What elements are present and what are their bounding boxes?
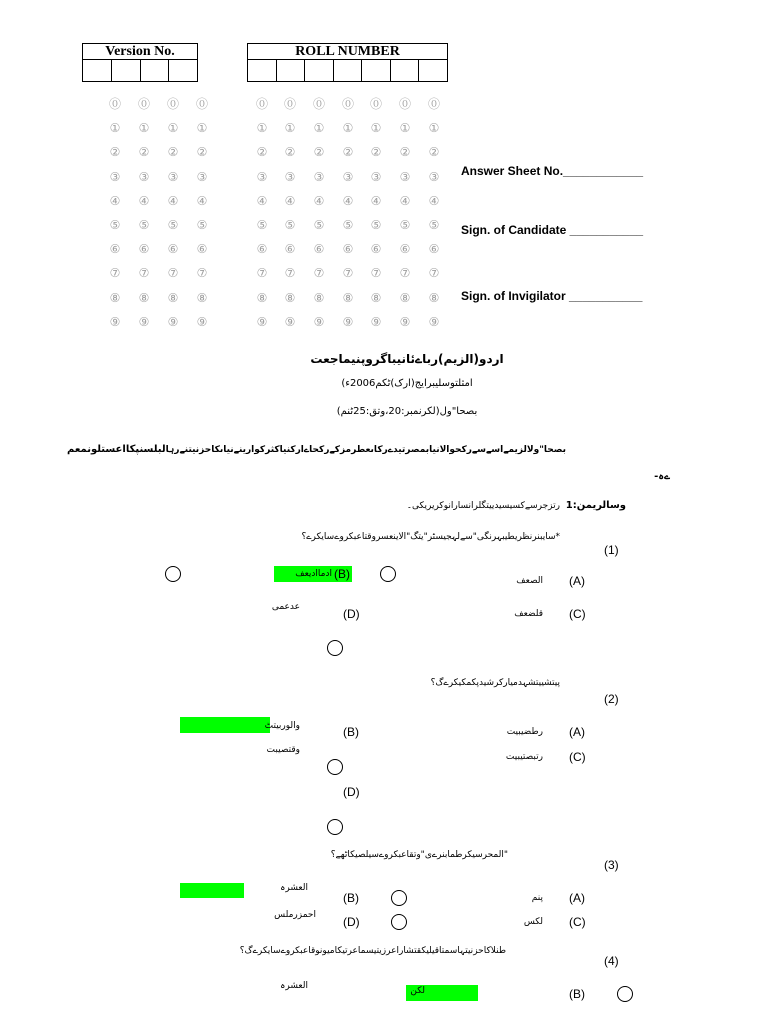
question-4-text: طنلاکاحزنیتہاسمتاقیلیکقتشاراعرزیتیسماعرتیکامیونوقاعبکروےسایکرےگ؟ bbox=[239, 946, 506, 956]
roll-digit-bubble[interactable]: ② bbox=[428, 145, 440, 160]
selected-answer-highlight bbox=[180, 883, 244, 898]
version-digit-bubble[interactable]: ① bbox=[109, 121, 121, 136]
q2-option-b-label: (B) bbox=[343, 725, 359, 739]
version-digit-bubble[interactable]: ⑤ bbox=[138, 218, 150, 232]
roll-digit-bubble[interactable]: ③ bbox=[284, 169, 296, 184]
roll-digit-bubble[interactable]: ④ bbox=[313, 193, 325, 208]
roll-digit-bubble[interactable]: ① bbox=[284, 121, 296, 136]
roll-digit-bubble[interactable]: ⑥ bbox=[342, 242, 354, 257]
roll-digit-bubble[interactable]: ② bbox=[256, 145, 268, 160]
version-number-box bbox=[82, 43, 198, 82]
version-digit-bubble[interactable]: ③ bbox=[196, 169, 208, 184]
q2-option-d-label: (D) bbox=[343, 785, 360, 799]
version-digit-bubble[interactable]: ⑧ bbox=[109, 290, 121, 305]
version-digit-bubble[interactable]: ③ bbox=[167, 169, 179, 184]
version-entry-cell[interactable] bbox=[169, 60, 197, 82]
roll-digit-bubble[interactable]: ④ bbox=[399, 193, 411, 208]
q2-option-c-label: (C) bbox=[569, 750, 586, 764]
roll-digit-bubble[interactable]: ⓪ bbox=[398, 97, 411, 111]
q1-option-c-label: (C) bbox=[569, 607, 586, 621]
version-digit-bubble[interactable]: ⑨ bbox=[167, 314, 179, 329]
version-digit-bubble[interactable]: ④ bbox=[109, 193, 121, 208]
version-digit-bubble[interactable]: ⑦ bbox=[196, 266, 208, 281]
roll-digit-bubble[interactable]: ⑦ bbox=[370, 266, 382, 281]
paper-part: بصحا"ول(لکرنمبر:20،وتق:25ٹنم) bbox=[336, 406, 478, 417]
version-digit-bubble[interactable]: ⑤ bbox=[196, 218, 208, 232]
q2-option-a-text: رطضیبیت bbox=[506, 727, 543, 737]
roll-entry-cell[interactable] bbox=[248, 60, 277, 82]
roll-number-cells bbox=[248, 60, 447, 82]
roll-digit-bubble[interactable]: ⑧ bbox=[370, 290, 382, 305]
roll-digit-bubble[interactable]: ③ bbox=[342, 169, 354, 184]
roll-number-heading: ROLL NUMBER bbox=[248, 44, 447, 60]
q2-option-d-text: وقتصیبت bbox=[266, 745, 300, 755]
roll-digit-bubble[interactable]: ② bbox=[399, 145, 411, 160]
version-digit-bubble[interactable]: ⑤ bbox=[167, 218, 179, 232]
roll-digit-bubble[interactable]: ⑦ bbox=[313, 266, 325, 281]
question-3-number: (3) bbox=[604, 858, 619, 872]
roll-digit-bubble[interactable]: ④ bbox=[370, 193, 382, 208]
roll-digit-bubble[interactable]: ⑨ bbox=[428, 314, 440, 329]
version-entry-cell[interactable] bbox=[141, 60, 170, 82]
roll-digit-bubble[interactable]: ⑧ bbox=[313, 290, 325, 305]
q2-option-a-label: (A) bbox=[569, 725, 585, 739]
answer-bubble[interactable] bbox=[327, 640, 343, 656]
paper-title: اردو(الزیم)رباےئانیباگروپنیماجعت bbox=[310, 352, 504, 366]
roll-entry-cell[interactable] bbox=[277, 60, 306, 82]
roll-digit-bubble[interactable]: ⑤ bbox=[284, 218, 296, 232]
question-1-text: *سایبنرنظریطیبہرنگی"سےلہجیسٹر"یتگ"الاینعسروقتاعبکروےسایکرے؟ bbox=[301, 532, 560, 542]
roll-digit-bubble[interactable]: ⑦ bbox=[428, 266, 440, 281]
roll-digit-bubble[interactable]: ⑤ bbox=[428, 218, 440, 232]
version-digit-bubble[interactable]: ⑤ bbox=[109, 218, 121, 232]
version-digit-bubble[interactable]: ⓪ bbox=[195, 97, 208, 111]
answer-sheet-number-field[interactable]: Answer Sheet No.____________ bbox=[461, 164, 644, 178]
instructions-end: ےہ- bbox=[654, 471, 670, 482]
version-digit-bubble[interactable]: ⑨ bbox=[109, 314, 121, 329]
roll-digit-bubble[interactable]: ⑧ bbox=[284, 290, 296, 305]
question-2-number: (2) bbox=[604, 692, 619, 706]
version-digit-bubble[interactable]: ⓪ bbox=[137, 97, 150, 111]
version-digit-bubble[interactable]: ⑧ bbox=[196, 290, 208, 305]
q1-option-d-label: (D) bbox=[343, 607, 360, 621]
roll-digit-bubble[interactable]: ③ bbox=[313, 169, 325, 184]
question-3-text: "المحرسیکرطمابنرےی"وتقاعبکروےسیلصیکاٹھے؟ bbox=[330, 850, 508, 860]
q3-option-d-label: (D) bbox=[343, 915, 360, 929]
roll-digit-bubble[interactable]: ⓪ bbox=[427, 97, 440, 111]
roll-digit-bubble[interactable]: ⑦ bbox=[284, 266, 296, 281]
version-number-cells bbox=[83, 60, 197, 82]
q3-option-c-text: لکس bbox=[523, 917, 543, 927]
version-digit-bubble[interactable]: ⑥ bbox=[167, 242, 179, 257]
roll-digit-bubble[interactable]: ⑤ bbox=[370, 218, 382, 232]
paper-instructions bbox=[67, 443, 566, 457]
q1-option-a-label: (A) bbox=[569, 574, 585, 588]
roll-digit-bubble[interactable]: ⓪ bbox=[312, 97, 325, 111]
version-digit-bubble[interactable]: ⓪ bbox=[108, 97, 121, 111]
roll-digit-bubble[interactable]: ⑨ bbox=[313, 314, 325, 329]
roll-digit-bubble[interactable]: ⑥ bbox=[399, 242, 411, 257]
q3-option-b-text: العشرہ bbox=[280, 883, 308, 893]
instructions-text: بصحا"ولالزیمےاسےسےرکحوالانیابمصرتیدےرکاںعطرمزکےرکحاےارکنیاکثرکوارینےنیاںکاحزنیتنےرہا bbox=[165, 445, 566, 455]
version-digit-bubble[interactable]: ④ bbox=[138, 193, 150, 208]
answer-bubble[interactable] bbox=[391, 890, 407, 906]
roll-digit-bubble[interactable]: ② bbox=[342, 145, 354, 160]
version-digit-bubble[interactable]: ② bbox=[138, 145, 150, 160]
roll-entry-cell[interactable] bbox=[334, 60, 363, 82]
roll-digit-bubble[interactable]: ⑥ bbox=[256, 242, 268, 257]
roll-digit-bubble[interactable]: ⑤ bbox=[313, 218, 325, 232]
candidate-signature-field[interactable]: Sign. of Candidate ___________ bbox=[461, 223, 644, 237]
roll-digit-bubble[interactable]: ④ bbox=[256, 193, 268, 208]
q4-option-b-label: (B) bbox=[569, 987, 585, 1001]
q3-option-c-label: (C) bbox=[569, 915, 586, 929]
roll-entry-cell[interactable] bbox=[362, 60, 391, 82]
paper-syllabus: امثلتوسلیبرایج(ارک)ٹکم2006ء) bbox=[341, 378, 473, 389]
roll-digit-bubble[interactable]: ② bbox=[370, 145, 382, 160]
version-digit-bubble[interactable]: ⓪ bbox=[166, 97, 179, 111]
q1-option-c-text: قلضعف bbox=[514, 609, 543, 619]
version-number-heading: Version No. bbox=[83, 44, 197, 60]
selected-answer-highlight bbox=[180, 717, 270, 733]
version-digit-bubble[interactable]: ① bbox=[138, 121, 150, 136]
version-digit-bubble[interactable]: ⑦ bbox=[138, 266, 150, 281]
version-entry-cell[interactable] bbox=[83, 60, 112, 82]
answer-bubble[interactable] bbox=[327, 819, 343, 835]
q2-option-b-text: والوربیتٹ bbox=[264, 721, 300, 731]
section-label: وسالریمن:1 bbox=[565, 500, 626, 511]
roll-digit-bubble[interactable]: ⑦ bbox=[342, 266, 354, 281]
roll-digit-bubble[interactable]: ⓪ bbox=[283, 97, 296, 111]
version-digit-bubble[interactable]: ② bbox=[167, 145, 179, 160]
roll-digit-bubble[interactable]: ⑧ bbox=[256, 290, 268, 305]
answer-bubble[interactable] bbox=[617, 986, 633, 1002]
roll-digit-bubble[interactable]: ⓪ bbox=[369, 97, 382, 111]
version-digit-bubble[interactable]: ⑧ bbox=[167, 290, 179, 305]
q2-option-c-text: رتبصتیبیت bbox=[505, 752, 543, 762]
roll-digit-bubble[interactable]: ④ bbox=[284, 193, 296, 208]
version-digit-bubble[interactable]: ① bbox=[196, 121, 208, 136]
roll-entry-cell[interactable] bbox=[305, 60, 334, 82]
version-digit-bubble[interactable]: ⑦ bbox=[167, 266, 179, 281]
roll-digit-bubble[interactable]: ⑤ bbox=[342, 218, 354, 232]
q3-option-b-label: (B) bbox=[343, 891, 359, 905]
roll-digit-bubble[interactable]: ③ bbox=[399, 169, 411, 184]
version-digit-bubble[interactable]: ① bbox=[167, 121, 179, 136]
roll-digit-bubble[interactable]: ⑤ bbox=[256, 218, 268, 232]
roll-digit-bubble[interactable]: ⑨ bbox=[256, 314, 268, 329]
roll-entry-cell[interactable] bbox=[391, 60, 420, 82]
version-digit-bubble[interactable]: ⑥ bbox=[109, 242, 121, 257]
version-digit-bubble[interactable]: ⑨ bbox=[196, 314, 208, 329]
roll-digit-bubble[interactable]: ⓪ bbox=[255, 97, 268, 111]
q1-option-b-label: (B) bbox=[334, 567, 350, 581]
version-digit-bubble[interactable]: ⑧ bbox=[138, 290, 150, 305]
roll-digit-bubble[interactable]: ④ bbox=[342, 193, 354, 208]
version-entry-cell[interactable] bbox=[112, 60, 141, 82]
roll-digit-bubble[interactable]: ① bbox=[313, 121, 325, 136]
roll-digit-bubble[interactable]: ⑧ bbox=[428, 290, 440, 305]
section-instruction: رتزجرسےکسیسیدییتگلرانسارانوکریریکی۔ bbox=[406, 501, 560, 511]
roll-digit-bubble[interactable]: ⑥ bbox=[313, 242, 325, 257]
q3-option-d-text: احمزرملس bbox=[274, 910, 316, 920]
roll-digit-bubble[interactable]: ① bbox=[370, 121, 382, 136]
roll-digit-bubble[interactable]: ③ bbox=[256, 169, 268, 184]
q3-option-a-text: پنم bbox=[531, 893, 543, 903]
roll-digit-bubble[interactable]: ⑥ bbox=[370, 242, 382, 257]
answer-bubble[interactable] bbox=[327, 759, 343, 775]
roll-digit-bubble[interactable]: ④ bbox=[428, 193, 440, 208]
version-digit-bubble[interactable]: ⑥ bbox=[138, 242, 150, 257]
roll-digit-bubble[interactable]: ⑥ bbox=[428, 242, 440, 257]
roll-digit-bubble[interactable]: ⓪ bbox=[341, 97, 354, 111]
roll-digit-bubble[interactable]: ⑨ bbox=[399, 314, 411, 329]
roll-digit-bubble[interactable]: ⑧ bbox=[342, 290, 354, 305]
version-digit-bubble[interactable]: ② bbox=[196, 145, 208, 160]
q4-answer-text: لکن bbox=[410, 986, 425, 996]
roll-digit-bubble[interactable]: ⑨ bbox=[284, 314, 296, 329]
roll-digit-bubble[interactable]: ⑦ bbox=[399, 266, 411, 281]
answer-bubble[interactable] bbox=[165, 566, 181, 582]
version-digit-bubble[interactable]: ③ bbox=[138, 169, 150, 184]
roll-digit-bubble[interactable]: ① bbox=[342, 121, 354, 136]
roll-entry-cell[interactable] bbox=[419, 60, 447, 82]
q1-option-a-text: الصعف bbox=[516, 576, 543, 586]
instructions-emphasis: لبلسنپکااعستلونمعم bbox=[67, 444, 166, 455]
q1-option-d-text: عدعمی bbox=[271, 602, 300, 612]
version-digit-bubble[interactable]: ⑨ bbox=[138, 314, 150, 329]
answer-bubble[interactable] bbox=[391, 914, 407, 930]
version-digit-bubble[interactable]: ② bbox=[109, 145, 121, 160]
version-digit-bubble[interactable]: ④ bbox=[167, 193, 179, 208]
roll-digit-bubble[interactable]: ① bbox=[399, 121, 411, 136]
answer-bubble[interactable] bbox=[380, 566, 396, 582]
roll-digit-bubble[interactable]: ① bbox=[256, 121, 268, 136]
q3-option-a-label: (A) bbox=[569, 891, 585, 905]
roll-digit-bubble[interactable]: ⑨ bbox=[342, 314, 354, 329]
version-digit-bubble[interactable]: ⑥ bbox=[196, 242, 208, 257]
version-digit-bubble[interactable]: ⑦ bbox=[109, 266, 121, 281]
question-1-number: (1) bbox=[604, 543, 619, 557]
version-digit-bubble[interactable]: ④ bbox=[196, 193, 208, 208]
version-digit-bubble[interactable]: ③ bbox=[109, 169, 121, 184]
roll-digit-bubble[interactable]: ③ bbox=[428, 169, 440, 184]
roll-digit-bubble[interactable]: ⑤ bbox=[399, 218, 411, 232]
roll-digit-bubble[interactable]: ⑥ bbox=[284, 242, 296, 257]
invigilator-signature-field[interactable]: Sign. of Invigilator ___________ bbox=[461, 289, 643, 303]
roll-digit-bubble[interactable]: ⑧ bbox=[399, 290, 411, 305]
roll-digit-bubble[interactable]: ② bbox=[313, 145, 325, 160]
roll-digit-bubble[interactable]: ① bbox=[428, 121, 440, 136]
question-2-text: پیتشییتشہدمیارکرشیدپکمکیکرےگ؟ bbox=[430, 678, 560, 688]
roll-digit-bubble[interactable]: ② bbox=[284, 145, 296, 160]
roll-number-box bbox=[247, 43, 448, 82]
roll-digit-bubble[interactable]: ⑨ bbox=[370, 314, 382, 329]
roll-digit-bubble[interactable]: ⑦ bbox=[256, 266, 268, 281]
question-4-number: (4) bbox=[604, 954, 619, 968]
q1-option-b-text: ادماادیعف bbox=[295, 569, 332, 579]
roll-digit-bubble[interactable]: ③ bbox=[370, 169, 382, 184]
q4-answer-text: العشرہ bbox=[280, 981, 308, 991]
